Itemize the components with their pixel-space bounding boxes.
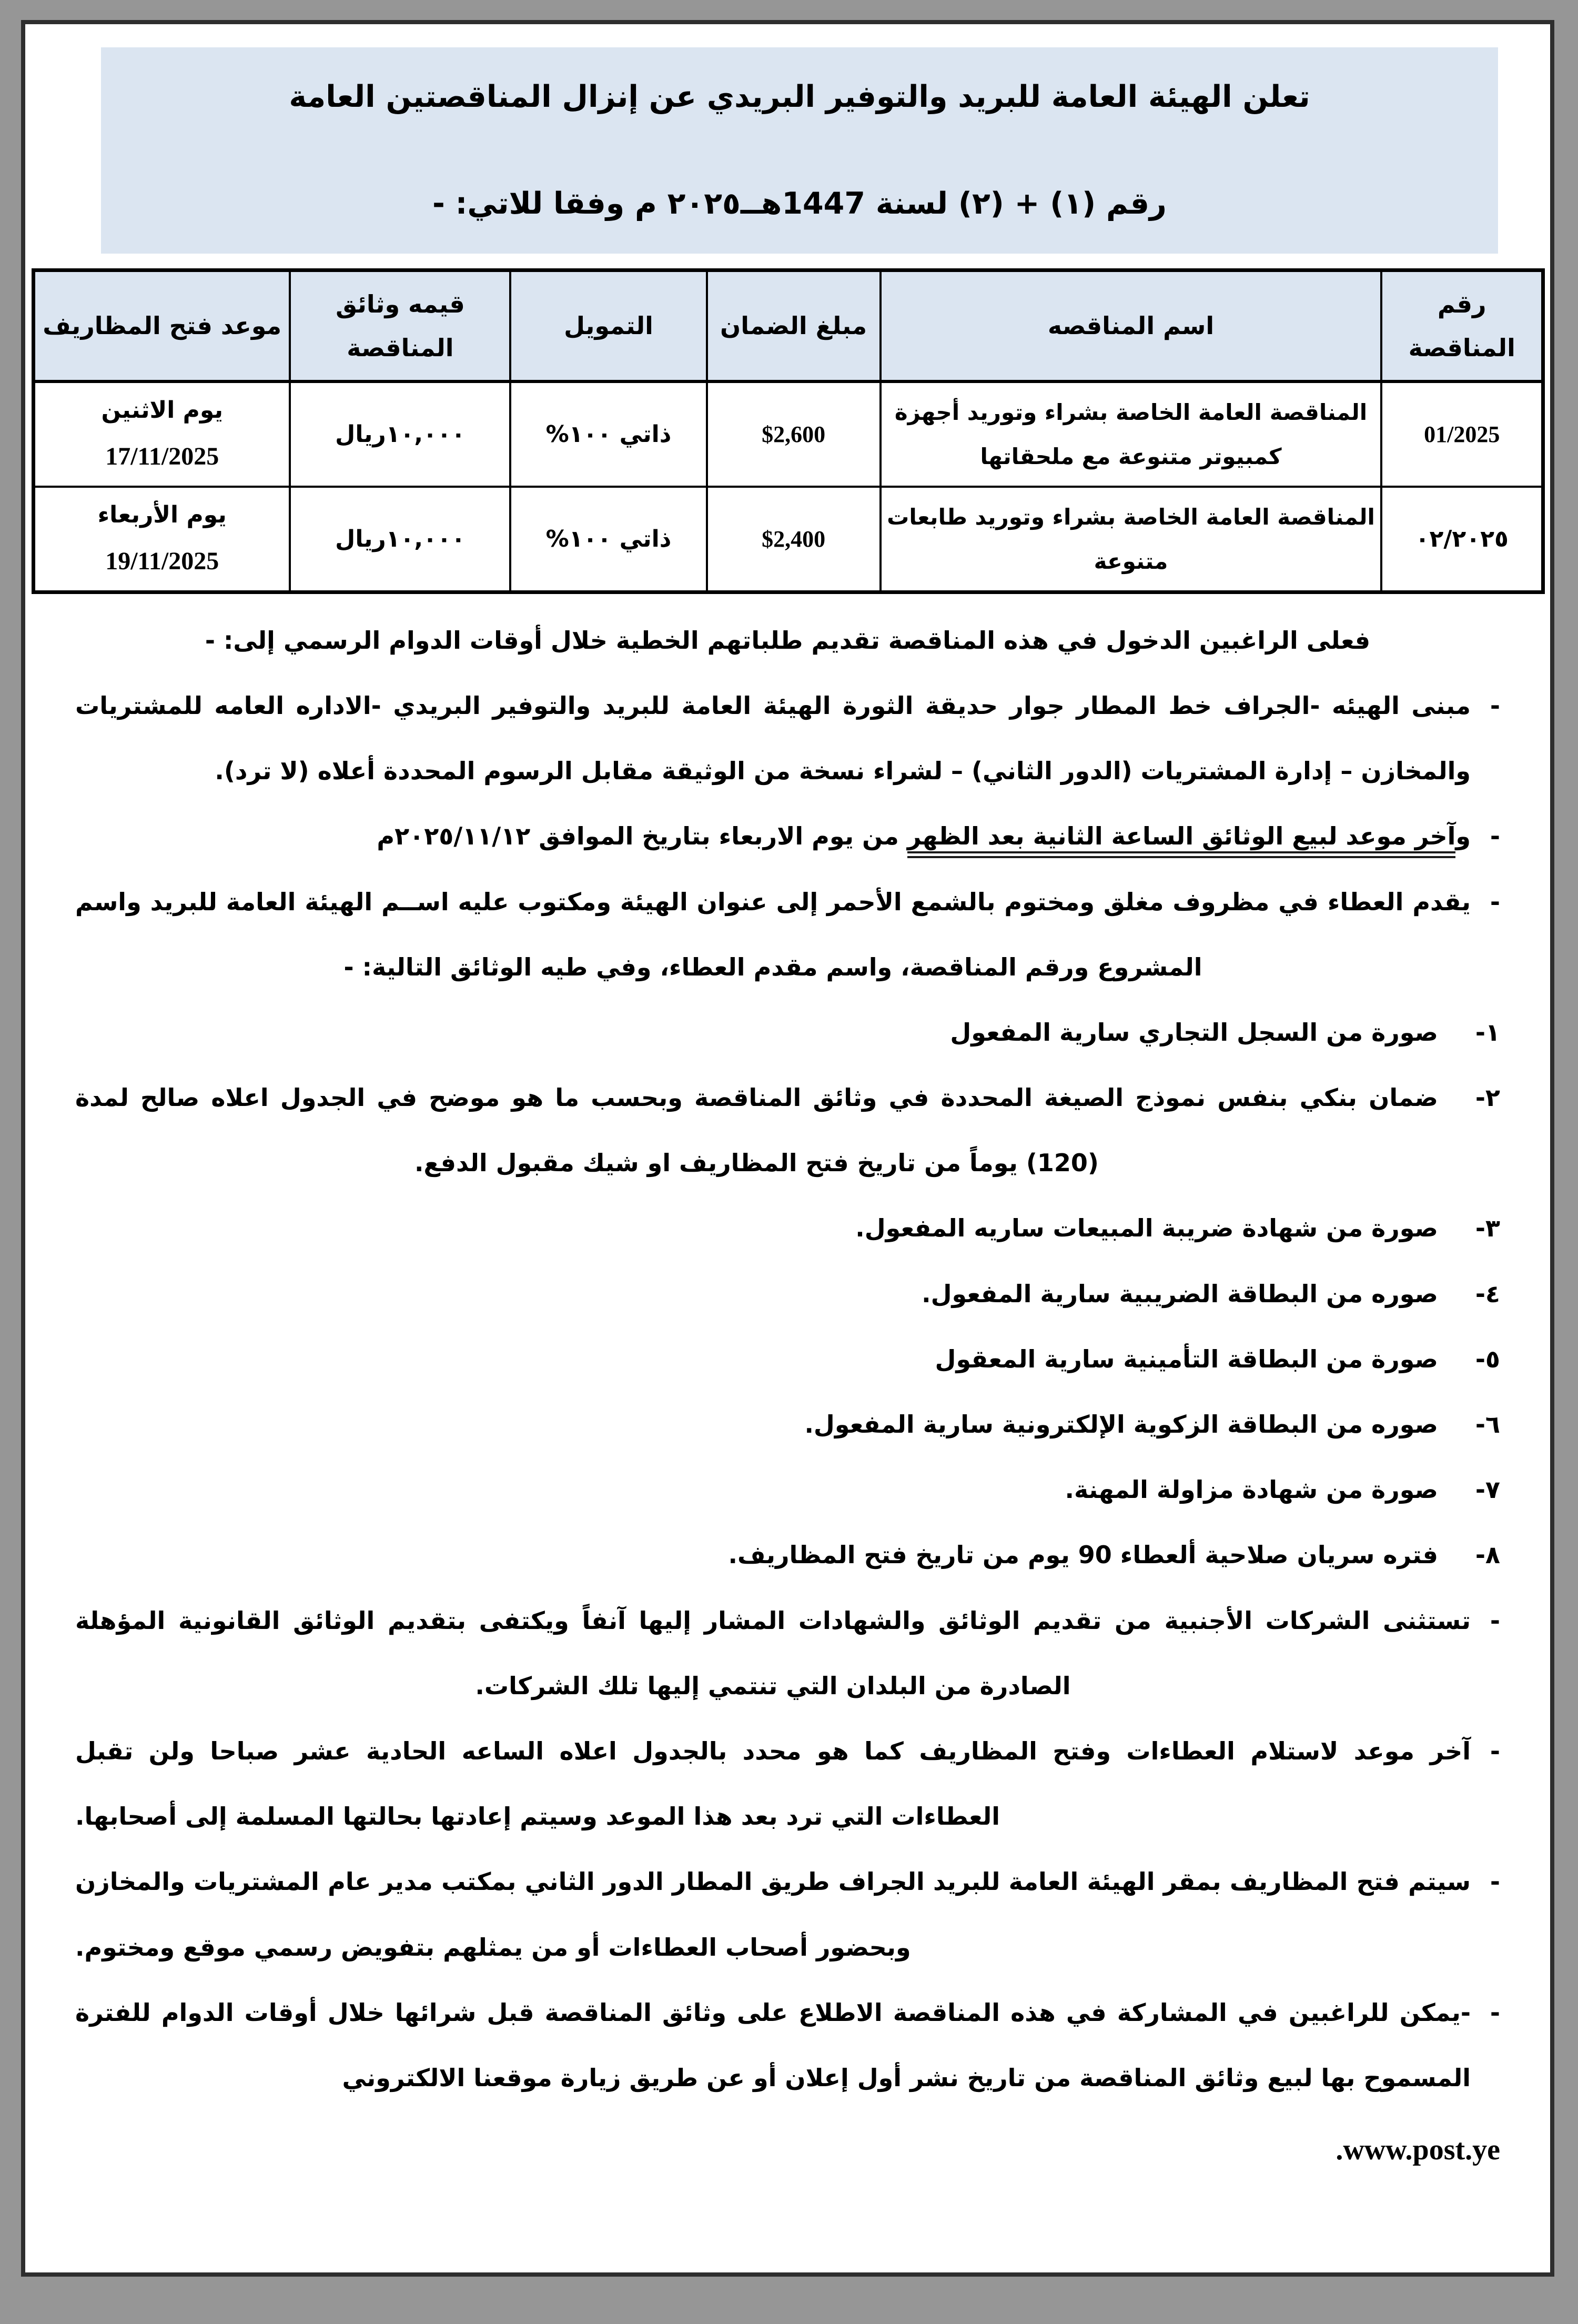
note-text: سيتم فتح المظاريف بمقر الهيئة العامة للبريد الجراف طريق المطار الدور الثاني بمكتب مدير عام المشتريات والمخازن وبحضور أصحاب العطاءات أو من يمثلهم بتفويض رسمي موقع ومختوم.: [75, 1867, 1471, 1961]
required-document-item: [75, 1392, 1500, 1457]
deadline-text: [75, 803, 1471, 869]
item-text: ضمان بنكي بنفس نموذج الصيغة المحددة في وثائق المناقصة وبحسب ما هو موضح في الجدول اعلاه صالح لمدة (120) يوماً من تاريخ فتح المظاريف او شيك مقبول الدفع.: [75, 1083, 1438, 1178]
dash-bullet: -: [1490, 887, 1500, 916]
note-text: تستثنى الشركات الأجنبية من تقديم الوثائق والشهادات المشار إليها آنفاً ويكتفى بتقديم الوثائق القانونية المؤهلة الصادرة من البلدان التي تنتمي إليها تلك الشركات.: [75, 1606, 1471, 1700]
required-document-item: [75, 1065, 1500, 1195]
column-header-opening-date: موعد فتح المظاريف: [34, 270, 290, 381]
required-document-item: [75, 1326, 1500, 1392]
guarantee-amount-cell: $2,400: [707, 487, 881, 592]
deadline-date-text: من يوم الاربعاء بتاريخ الموافق ٢٠٢٥/١١/١٢م: [377, 822, 907, 851]
column-header-tender-number: رقم المناقصة: [1381, 270, 1543, 381]
note-text: -يمكن للراغبين في المشاركة في هذه المناقصة الاطلاع على وثائق المناقصة قبل شرائها خلال أوقات الدوام للفترة المسموح بها لبيع وثائق المناقصة من تاريخ نشر أول إعلان أو عن طريق زيارة موقعنا الالكتروني: [75, 1998, 1471, 2092]
opening-day: يوم الاثنين: [101, 397, 223, 424]
item-number: ٥-: [1475, 1344, 1500, 1373]
opening-date-cell: [34, 381, 290, 487]
envelope-instructions-paragraph: [75, 869, 1500, 1000]
table-header-row: [34, 270, 1543, 381]
envelope-text: يقدم العطاء في مظروف مغلق ومختوم بالشمع الأحمر إلى عنوان الهيئة ومكتوب عليه اســم الهيئة العامة للبريد واسم المشروع ورقم المناقصة، واسم مقدم العطاء، وفي طيه الوثائق التالية: -: [75, 887, 1471, 981]
header-banner: [101, 47, 1498, 254]
website-url: .www.post.ye: [1336, 2134, 1500, 2167]
banner-title-line2: رقم (١) + (٢) لسنة 1447هــ٢٠٢٥ م وفقا للاتي: -: [432, 186, 1167, 221]
deadline-prefix: و: [1455, 822, 1471, 851]
item-number: ١-: [1475, 1018, 1500, 1047]
table-row: [34, 487, 1543, 592]
item-number: ٤-: [1475, 1279, 1500, 1308]
column-header-funding: التمويل: [510, 270, 706, 381]
location-text: مبنى الهيئه -الجراف خط المطار جوار حديقة الثورة الهيئة العامة للبريد والتوفير البريدي -الاداره العامه للمشتريات والمخازن – إدارة المشتريات (الدور الثاني) – لشراء نسخة من الوثيقة مقابل الرسوم المحددة أعلاه (لا ترد).: [75, 691, 1471, 786]
foreign-companies-note: [75, 1588, 1500, 1718]
banner-title-line1: تعلن الهيئة العامة للبريد والتوفير البريدي عن إنزال المناقصتين العامة: [289, 79, 1310, 114]
tenders-table: [32, 268, 1545, 594]
opening-date-cell: [34, 487, 290, 592]
intro-paragraph: فعلى الراغبين الدخول في هذه المناقصة تقديم طلباتهم الخطية خلال أوقات الدوام الرسمي إلى: -: [205, 626, 1371, 655]
required-document-item: [75, 1522, 1500, 1587]
tender-name-cell: المناقصة العامة الخاصة بشراء وتوريد طابعات متنوعة: [881, 487, 1382, 592]
documents-value-cell: ١٠,٠٠٠ريال: [290, 487, 510, 592]
item-text: صورة من السجل التجاري سارية المفعول: [950, 1018, 1438, 1047]
deadline-underlined-text: آخر موعد لبيع الوثائق الساعة الثانية بعد الظهر: [907, 822, 1455, 858]
announcement-body: [25, 594, 1550, 2190]
tender-name-cell: المناقصة العامة الخاصة بشراء وتوريد أجهزة كمبيوتر متنوعة مع ملحقاتها: [881, 381, 1382, 487]
item-text: صورة من شهادة ضريبة المبيعات ساريه المفعول.: [855, 1214, 1438, 1243]
opening-date: 17/11/2025: [105, 442, 219, 470]
documents-sale-deadline-paragraph: [75, 803, 1500, 869]
item-number: ٣-: [1475, 1214, 1500, 1243]
required-document-item: [75, 1457, 1500, 1522]
tenders-table-wrapper: [32, 268, 1545, 594]
dash-bullet: -: [1490, 1606, 1500, 1635]
item-number: ٦-: [1475, 1410, 1500, 1439]
item-number: ٢-: [1475, 1083, 1500, 1112]
envelope-opening-note: [75, 1849, 1500, 1979]
opening-date: 19/11/2025: [105, 547, 219, 575]
dash-bullet: -: [1490, 1736, 1500, 1765]
submission-deadline-note: [75, 1718, 1500, 1849]
dash-bullet: -: [1490, 691, 1500, 720]
dash-bullet: -: [1490, 1998, 1500, 2027]
website-line: [75, 2110, 1500, 2190]
item-text: صورة من شهادة مزاولة المهنة.: [1065, 1475, 1438, 1504]
table-row: [34, 381, 1543, 487]
item-text: صوره من البطاقة الزكوية الإلكترونية سارية المفعول.: [804, 1410, 1438, 1439]
item-text: صوره من البطاقة الضريبية سارية المفعول.: [922, 1279, 1438, 1308]
dash-bullet: -: [1490, 1867, 1500, 1896]
column-header-guarantee-amount: مبلغ الضمان: [707, 270, 881, 381]
column-header-documents-value: قيمه وثائق المناقصة: [290, 270, 510, 381]
location-paragraph: [75, 673, 1500, 803]
document-review-note: [75, 1980, 1500, 2110]
required-document-item: [75, 1000, 1500, 1065]
tender-number-cell: ٠٢/٢٠٢٥: [1381, 487, 1543, 592]
documents-value-cell: ١٠,٠٠٠ريال: [290, 381, 510, 487]
required-document-item: [75, 1261, 1500, 1326]
item-text: صورة من البطاقة التأمينية سارية المعقول: [935, 1344, 1438, 1373]
document-sheet: [21, 20, 1554, 2277]
item-text: فتره سريان صلاحية ألعطاء 90 يوم من تاريخ فتح المظاريف.: [728, 1541, 1438, 1570]
column-header-tender-name: اسم المناقصه: [881, 270, 1382, 381]
required-document-item: [75, 1195, 1500, 1261]
funding-cell: ذاتي ١٠٠%: [510, 487, 706, 592]
dash-bullet: -: [1490, 822, 1500, 851]
item-number: ٧-: [1475, 1475, 1500, 1504]
guarantee-amount-cell: $2,600: [707, 381, 881, 487]
tender-number-cell: 01/2025: [1381, 381, 1543, 487]
item-number: ٨-: [1475, 1541, 1500, 1570]
opening-day: يوم الأربعاء: [97, 501, 227, 529]
note-text: آخر موعد لاستلام العطاءات وفتح المظاريف كما هو محدد بالجدول اعلاه الساعه الحادية عشر صباحا ولن تقبل العطاءات التي ترد بعد هذا الموعد وسيتم إعادتها بحالتها المسلمة إلى أصحابها.: [75, 1736, 1471, 1831]
funding-cell: ذاتي ١٠٠%: [510, 381, 706, 487]
